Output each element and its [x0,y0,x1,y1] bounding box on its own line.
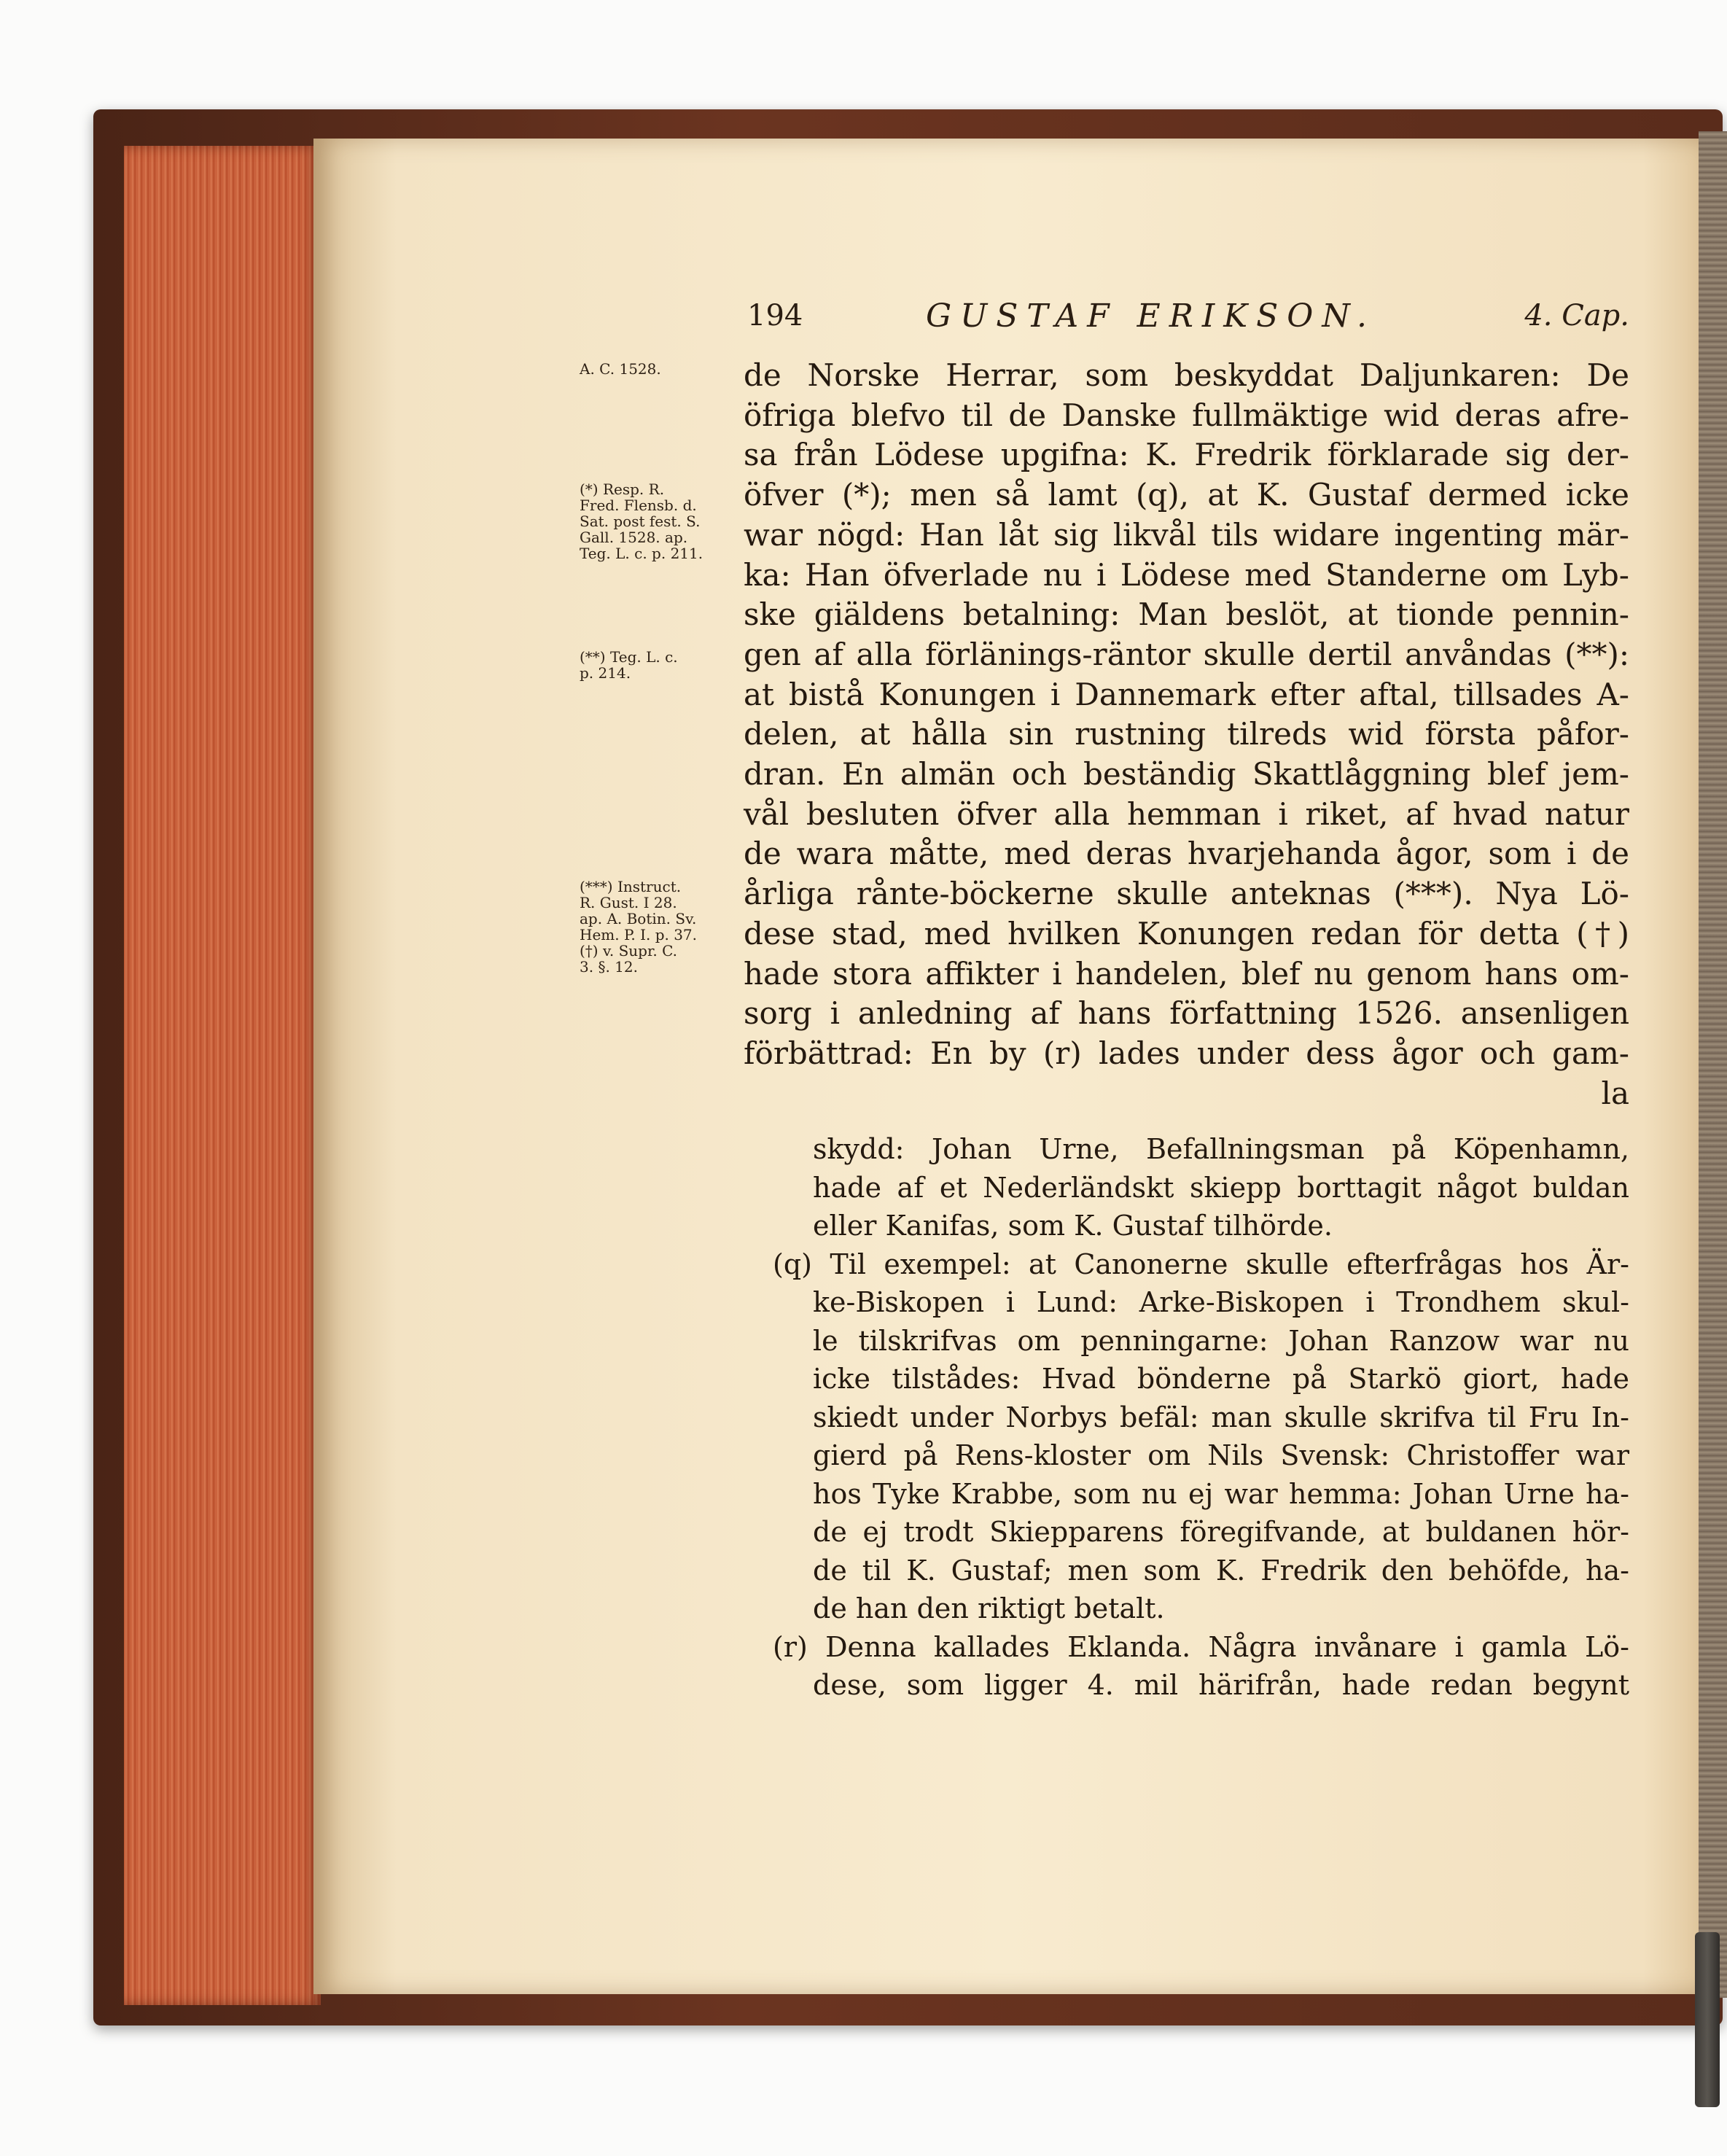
margin-note-3: (***) Instruct. R. Gust. I 28. ap. A. Botin. Sv. Hem. P. I. p. 37. (†) v. Supr. C. 3. §. 12. [580,878,698,976]
text-line: war nögd: Han låt sig likvål tils widare ingenting mär- [744,516,1629,553]
footnote-line: eller Kanifas, som K. Gustaf tilhörde. [813,1210,1333,1242]
footnote-line: hade af et Nederländskt skiepp borttagit något buldan [813,1171,1629,1204]
footnote-line: gierd på Rens-kloster om Nils Svensk: Christoffer war [813,1439,1629,1471]
footnote-line: skiedt under Norbys befäl: man skulle skrifva til Fru In- [813,1401,1629,1433]
footnote-line: de til K. Gustaf; men som K. Fredrik den behöfde, ha- [813,1554,1629,1587]
footnote-r: (r) Denna kallades Eklanda. Några invånare i gamla Lö- [773,1630,1629,1663]
text-line: dran. En almän och beständig Skattlåggning blef jem- [744,756,1629,793]
margin-note-year: A. C. 1528. [580,360,661,378]
footnote-line: dese, som ligger 4. mil härifrån, hade redan begynt [813,1669,1629,1701]
text-line: vål besluten öfver alla hemman i riket, af hvad natur [744,795,1629,832]
footnote-line: de ej trodt Skiepparens föregifvande, at buldanen hör- [813,1516,1629,1548]
bookmark-ribbon [1695,1932,1720,2107]
margin-note-1: (*) Resp. R. Fred. Flensb. d. Sat. post fest. S. Gall. 1528. ap. Teg. L. c. p. 211. [580,480,703,562]
footnote-line: ke-Biskopen i Lund: Arke-Biskopen i Trondhem skul- [813,1286,1629,1318]
text-line: de Norske Herrar, som beskyddat Daljunkaren: De [744,357,1629,393]
chapter-label: 4. Cap. [1524,299,1629,332]
running-header [736,292,1629,343]
text-line: de wara måtte, med deras hvarjehanda ågor, som i de [744,836,1629,872]
footnote-q: (q) Til exempel: at Canonerne skulle efterfrågas hos Är- [773,1248,1629,1280]
page-edges [124,146,321,2005]
footnote-line: icke tilstådes: Hvad bönderne på Starkö giort, hade [813,1363,1629,1395]
text-line: delen, at hålla sin rustning tilreds wid första påfor- [744,716,1629,752]
text-line: öfriga blefvo til de Danske fullmäktige wid deras afre- [744,397,1629,433]
page-number: 194 [747,299,803,332]
text-line: gen af alla förlänings-räntor skulle dertil anvåndas (**): [744,636,1629,672]
catchword: la [1601,1075,1629,1111]
text-line: ka: Han öfverlade nu i Lödese med Standerne om Lyb- [744,556,1629,593]
footnote-line: skydd: Johan Urne, Befallningsman på Köpenhamn, [813,1133,1629,1165]
text-line: sorg i anledning af hans författning 1526. ansenligen [744,995,1629,1032]
footnote-line: hos Tyke Krabbe, som nu ej war hemma: Johan Urne ha- [813,1477,1629,1510]
text-line: hade stora affikter i handelen, blef nu genom hans om- [744,955,1629,992]
text-line: årliga rånte-böckerne skulle anteknas (***). Nya Lö- [744,876,1629,912]
text-line: dese stad, med hvilken Konungen redan för detta (†) [744,915,1629,951]
footnote-line: le tilskrifvas om penningarne: Johan Ranzow war nu [813,1324,1629,1357]
text-line: ske giäldens betalning: Man beslöt, at tionde pennin- [744,596,1629,633]
footnote-line: de han den riktigt betalt. [813,1592,1165,1624]
main-text [744,356,1629,1113]
margin-note-2: (**) Teg. L. c. p. 214. [580,648,678,682]
running-title: GUSTAF ERIKSON. [926,297,1376,335]
binding-strip [1699,131,1727,1998]
text-line: at bistå Konungen i Dannemark efter aftal, tillsades A- [744,676,1629,712]
text-line: förbättrad: En by (r) lades under dess ågor och gam- [744,1035,1629,1071]
footnotes [773,1130,1629,1705]
text-line: sa från Lödese upgifna: K. Fredrik förklarade sig der- [744,437,1629,473]
text-line: öfver (*); men så lamt (q), at K. Gustaf dermed icke [744,477,1629,513]
